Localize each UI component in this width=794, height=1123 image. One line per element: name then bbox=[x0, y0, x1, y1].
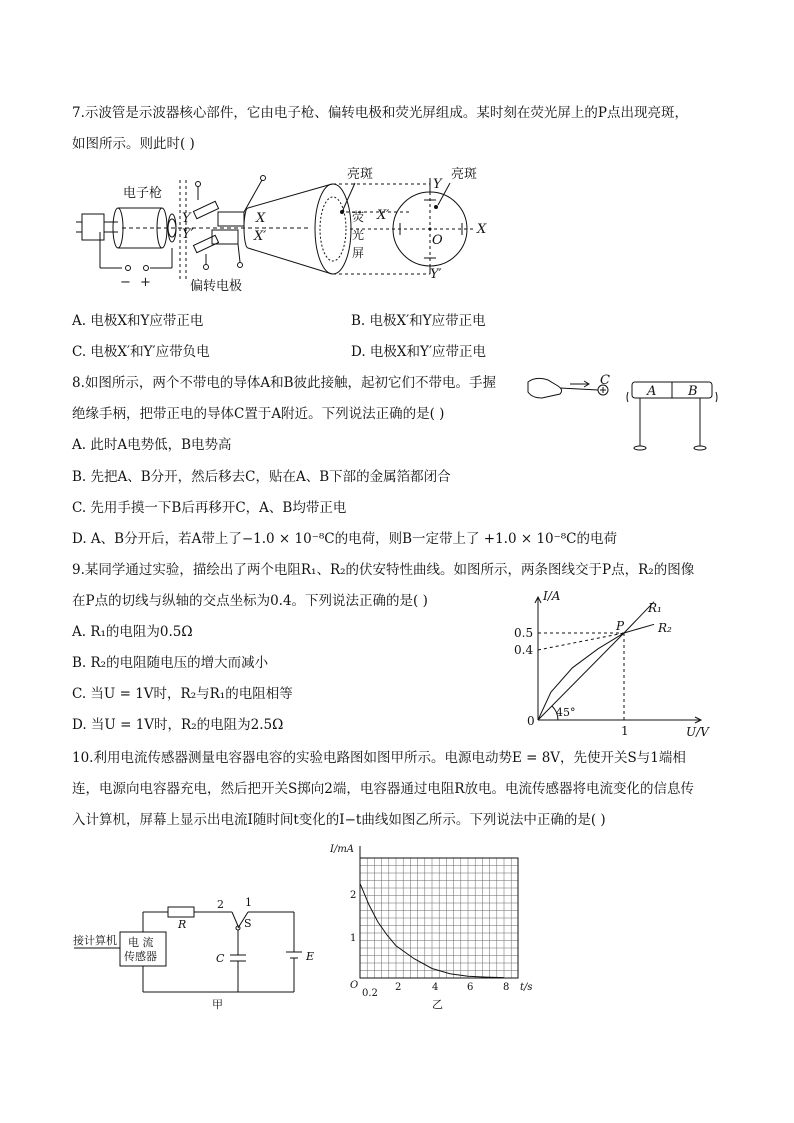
deflection-electrodes-label: 偏转电极 bbox=[190, 279, 243, 294]
capacitor-circuit-figure bbox=[70, 895, 330, 1015]
q8-option-d[interactable]: D. A、B分开后，若A带上了−1.0 × 10⁻⁸C的电荷，则B一定带上了 +1.0 × 10⁻⁸C的电荷 bbox=[72, 531, 617, 547]
screen-yp-label: Y′ bbox=[430, 267, 442, 282]
conductor-c-label: C bbox=[600, 373, 610, 388]
plate-yp-label: Y′ bbox=[182, 227, 194, 242]
iv-xtick-1: 1 bbox=[621, 724, 629, 738]
plate-xp-label: X′ bbox=[254, 229, 267, 244]
screen-origin-label: O bbox=[432, 233, 443, 248]
iv-r2-label: R₂ bbox=[658, 621, 672, 635]
circuit-caption: 甲 bbox=[212, 998, 223, 1011]
oscilloscope-tube-figure bbox=[0, 165, 794, 295]
q7-stem-line2: 如图所示。则此时( ) bbox=[72, 136, 195, 152]
q9-stem-line2: 在P点的切线与纵轴的交点坐标为0.4。下列说法正确的是( ) bbox=[72, 593, 428, 609]
screen-label: 荧光屏 bbox=[352, 210, 365, 260]
sensor-label-2: 传感器 bbox=[124, 950, 157, 963]
it-xtick-2: 2 bbox=[395, 982, 402, 993]
minus-terminal-label: − bbox=[120, 275, 131, 290]
iv-point-p-label: P bbox=[616, 619, 625, 633]
q7-option-b[interactable]: B. 电极X′和Y应带正电 bbox=[351, 313, 486, 329]
q8-option-a[interactable]: A. 此时A电势低，B电势高 bbox=[72, 437, 232, 453]
q9-stem-line1: 9.某同学通过实验，描绘出了两个电阻R₁、R₂的伏安特性曲线。如图所示，两条图线交于P点，R₂的图像 bbox=[72, 562, 695, 578]
conductor-b-label: B bbox=[688, 384, 698, 399]
iv-ytick-05: 0.5 bbox=[514, 626, 534, 640]
bright-spot-label-front: 亮斑 bbox=[451, 167, 478, 182]
screen-y-label: Y bbox=[433, 177, 442, 192]
iv-angle-label: 45° bbox=[556, 706, 576, 719]
bright-spot-label-side: 亮斑 bbox=[347, 167, 374, 182]
q7-option-a[interactable]: A. 电极X和Y应带正电 bbox=[72, 313, 204, 329]
r1-curve bbox=[538, 602, 654, 720]
it-xtick-4: 4 bbox=[432, 982, 439, 993]
q8-stem-line2: 绝缘手柄，把带正电的导体C置于A附近。下列说法正确的是( ) bbox=[72, 406, 445, 422]
q8-stem-line1: 8.如图所示，两个不带电的导体A和B彼此接触，起初它们不带电。手握 bbox=[72, 375, 497, 391]
iv-y-axis-label: I/A bbox=[543, 589, 561, 603]
it-origin-label: O bbox=[350, 980, 359, 991]
plus-terminal-label: + bbox=[140, 275, 151, 290]
iv-r1-label: R₁ bbox=[648, 601, 662, 615]
iv-characteristic-chart bbox=[510, 590, 710, 740]
it-xtick-02: 0.2 bbox=[362, 988, 378, 999]
electron-gun-label: 电子枪 bbox=[123, 186, 163, 201]
it-xtick-8: 8 bbox=[503, 982, 510, 993]
resistor-r-label: R bbox=[178, 918, 187, 931]
q10-stem-line1: 10.利用电流传感器测量电容器电容的实验电路图如图甲所示。电源电动势E = 8V，先使开关S与1端相 bbox=[72, 750, 686, 766]
q8-option-c[interactable]: C. 先用手摸一下B后再移开C，A、B均带正电 bbox=[72, 500, 347, 516]
q9-option-d[interactable]: D. 当U = 1V时，R₂的电阻为2.5Ω bbox=[72, 717, 284, 733]
sensor-label-1: 电 流 bbox=[128, 936, 154, 949]
iv-ytick-04: 0.4 bbox=[514, 643, 534, 657]
it-y-axis-label: I/mA bbox=[330, 844, 355, 855]
it-x-axis-label: t/s bbox=[520, 982, 533, 993]
it-ytick-1: 1 bbox=[350, 933, 357, 944]
capacitor-c-label: C bbox=[216, 952, 225, 965]
q8-option-b[interactable]: B. 先把A、B分开，然后移去C，贴在A、B下部的金属箔都闭合 bbox=[72, 469, 451, 485]
switch-s-label: S bbox=[244, 917, 252, 930]
q9-option-a[interactable]: A. R₁的电阻为0.5Ω bbox=[72, 624, 193, 640]
computer-label: 接计算机 bbox=[73, 934, 117, 947]
it-xtick-6: 6 bbox=[467, 982, 474, 993]
it-caption: 乙 bbox=[432, 998, 443, 1011]
q7-stem-line1: 7.示波管是示波器核心部件，它由电子枪、偏转电极和荧光屏组成。某时刻在荧光屏上的P点出现亮斑， bbox=[72, 105, 688, 121]
q7-option-c[interactable]: C. 电极X′和Y′应带负电 bbox=[72, 344, 210, 360]
q7-option-d[interactable]: D. 电极X和Y′应带正电 bbox=[351, 344, 487, 360]
iv-x-axis-label: U/V bbox=[686, 725, 709, 739]
source-e-label: E bbox=[306, 950, 315, 963]
conductor-a-label: A bbox=[647, 384, 657, 399]
q9-option-b[interactable]: B. R₂的电阻随电压的增大而减小 bbox=[72, 655, 269, 671]
switch-terminal-1: 1 bbox=[245, 896, 252, 909]
switch-terminal-2: 2 bbox=[217, 898, 224, 911]
screen-x-label: X bbox=[477, 222, 487, 237]
conductors-figure bbox=[520, 370, 750, 460]
q9-option-c[interactable]: C. 当U = 1V时，R₂与R₁的电阻相等 bbox=[72, 686, 293, 702]
q10-stem-line2: 连，电源向电容器充电，然后把开关S掷向2端，电容器通过电阻R放电。电流传感器将电流变化的信息传 bbox=[72, 781, 695, 797]
screen-xp-label: X′ bbox=[377, 208, 390, 223]
it-ytick-2: 2 bbox=[350, 890, 357, 901]
plate-x-label: X bbox=[256, 211, 266, 226]
plate-y-label: Y bbox=[182, 211, 191, 226]
current-time-chart bbox=[330, 840, 533, 1011]
q10-stem-line3: 入计算机，屏幕上显示出电流I随时间t变化的I−t曲线如图乙所示。下列说法中正确的是( ) bbox=[72, 812, 606, 828]
iv-origin-label: 0 bbox=[527, 714, 535, 728]
